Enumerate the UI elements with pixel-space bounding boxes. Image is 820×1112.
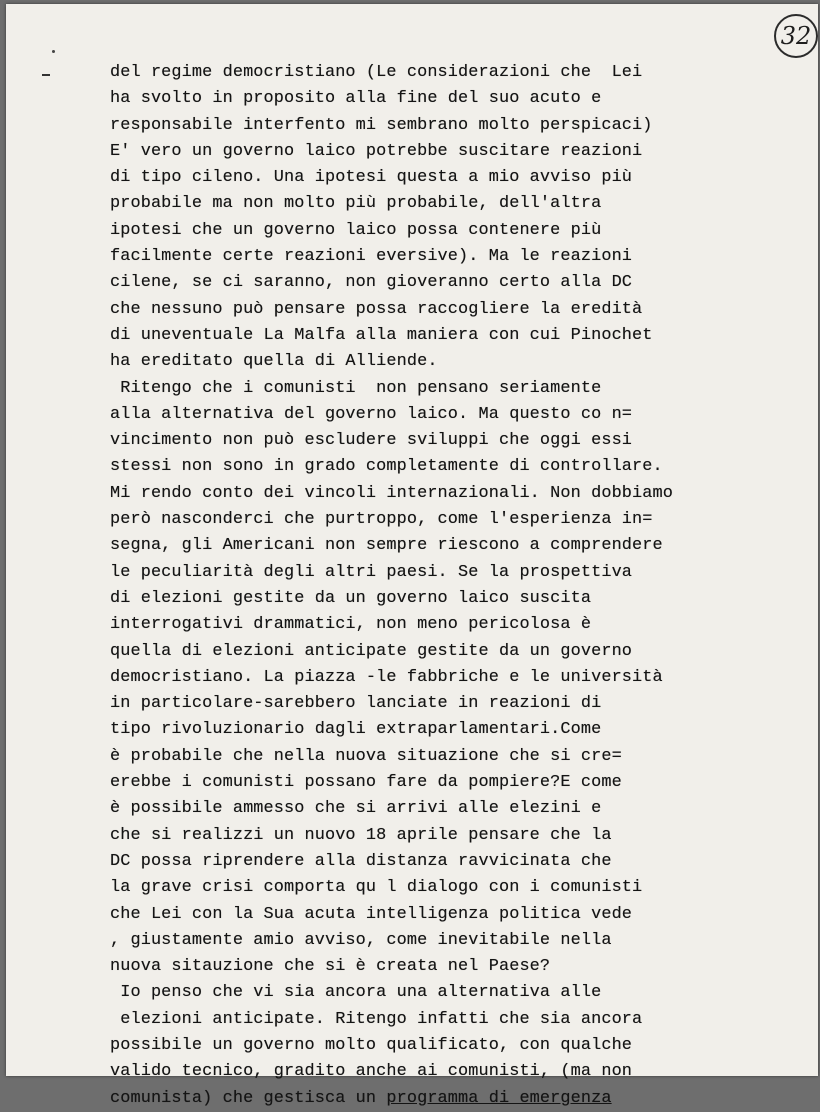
text-line: vincimento non può escludere sviluppi che oggi essi: [110, 431, 633, 451]
text-line: ha svolto in proposito alla fine del suo acuto e: [110, 89, 602, 109]
margin-dot: [52, 50, 55, 53]
text-line: cilene, se ci saranno, non gioveranno certo alla DC: [110, 273, 633, 293]
text-line: erebbe i comunisti possano fare da pompiere?E come: [110, 773, 622, 793]
text-line: nuova sitauzione che si è creata nel Paese?: [110, 957, 551, 977]
text-line: stessi non sono in grado completamente di controllare.: [110, 457, 663, 477]
text-line: quella di elezioni anticipate gestite da un governo: [110, 641, 633, 661]
text-line: possibile un governo molto qualificato, con qualche: [110, 1035, 633, 1055]
text-line: però nasconderci che purtroppo, come l'esperienza in=: [110, 510, 653, 530]
text-line-last: [110, 1086, 816, 1112]
text-line: interrogativi drammatici, non meno pericolosa è: [110, 615, 592, 635]
text-line: ha ereditato quella di Alliende.: [110, 352, 438, 372]
text-line: è possibile ammesso che si arrivi alle elezini e: [110, 799, 602, 819]
page-number-text: 32: [780, 22, 812, 50]
margin-mark: [42, 74, 50, 76]
text-line: probabile ma non molto più probabile, dell'altra: [110, 194, 602, 214]
text-line: Ritengo che i comunisti non pensano seriamente: [110, 378, 602, 398]
text-line: elezioni anticipate. Ritengo infatti che sia ancora: [110, 1009, 643, 1029]
text-line: la grave crisi comporta qu l dialogo con i comunisti: [110, 878, 643, 898]
text-line: segna, gli Americani non sempre riescono a comprendere: [110, 536, 663, 556]
text-line: tipo rivoluzionario dagli extraparlamentari.Come: [110, 720, 602, 740]
typed-text-body: [110, 60, 816, 1112]
text-line: ipotesi che un governo laico possa contenere più: [110, 220, 602, 240]
text-line: in particolare-sarebbero lanciate in reazioni di: [110, 694, 602, 714]
text-line: di uneventuale La Malfa alla maniera con cui Pinochet: [110, 325, 653, 345]
text-line: , giustamente amio avviso, come inevitabile nella: [110, 930, 612, 950]
text-line: DC possa riprendere alla distanza ravvicinata che: [110, 851, 612, 871]
text-line: che nessuno può pensare possa raccogliere la eredità: [110, 299, 643, 319]
underlined-phrase: programma di emergenza: [386, 1088, 612, 1108]
text-line: Mi rendo conto dei vincoli internazionali. Non dobbiamo: [110, 483, 673, 503]
text-line: che Lei con la Sua acuta intelligenza politica vede: [110, 904, 633, 924]
text-line: di elezioni gestite da un governo laico suscita: [110, 588, 592, 608]
text-line: le peculiarità degli altri paesi. Se la prospettiva: [110, 562, 633, 582]
text-line: Io penso che vi sia ancora una alternativa alle: [110, 983, 602, 1003]
page-number: [774, 14, 818, 58]
text-line: del regime democristiano (Le considerazioni che Lei: [110, 63, 643, 82]
document-page: [6, 4, 818, 1108]
text-line: è probabile che nella nuova situazione che si cre=: [110, 746, 622, 766]
text-line: democristiano. La piazza -le fabbriche e le università: [110, 667, 663, 687]
text-line: facilmente certe reazioni eversive). Ma le reazioni: [110, 247, 633, 267]
text-line: E' vero un governo laico potrebbe suscitare reazioni: [110, 141, 643, 161]
text-line: di tipo cileno. Una ipotesi questa a mio avviso più: [110, 168, 633, 188]
text-line: valido tecnico, gradito anche ai comunisti, (ma non: [110, 1062, 633, 1082]
text-line: alla alternativa del governo laico. Ma questo co n=: [110, 404, 633, 424]
text-line-last-start: comunista) che gestisca un: [110, 1088, 387, 1108]
text-line: che si realizzi un nuovo 18 aprile pensare che la: [110, 825, 612, 845]
text-line: responsabile interfento mi sembrano molto perspicaci): [110, 115, 653, 135]
